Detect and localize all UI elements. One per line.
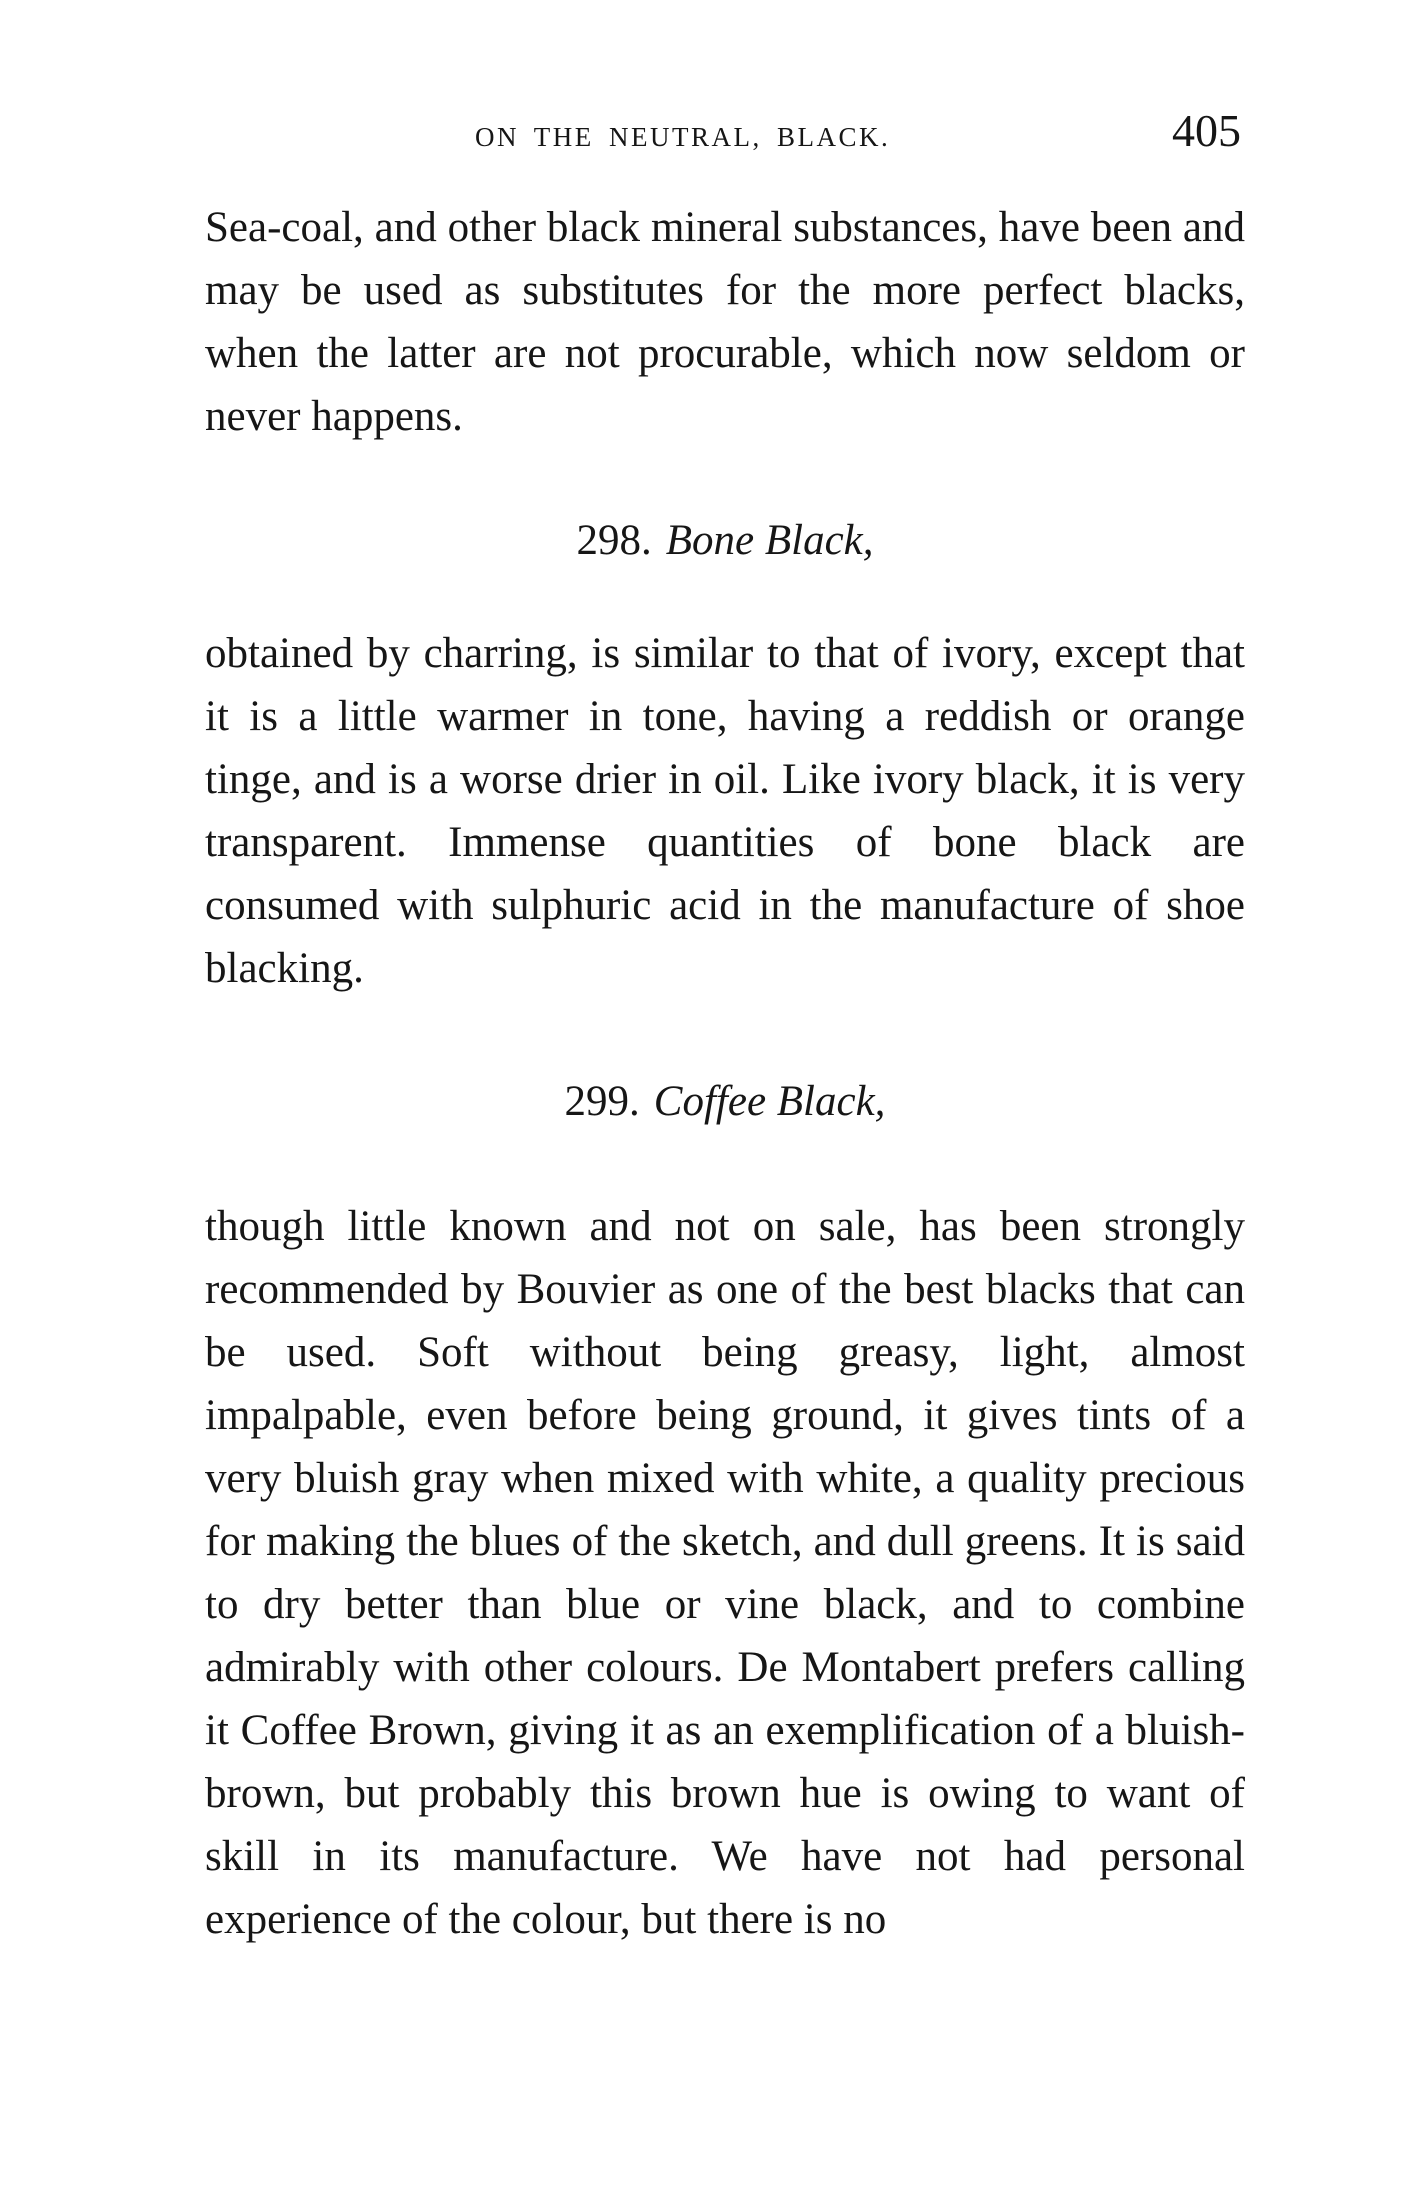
paragraph-coffee-black: though little known and not on sale, has been strongly recommended by Bouvier as one of the best blacks that can be used. Soft without being greasy, light, almost impalpable, even before being ground, it gives tints of a very bluish gray when mixed with white, a quality precious for making the blues of the sketch, and dull greens. It is said to dry better than blue or vine black, and to combine admirably with other colours. De Montabert prefers calling it Coffee Brown, giving it as an exemplification of a bluish-brown, but probably this brown hue is owing to want of skill in its manufacture. We have not had personal experience of the colour, but there is no [205,1203,1245,1943]
page-number: 405 [1172,105,1241,156]
section-heading-coffee-black [205,1070,1245,1133]
running-head [205,104,1245,164]
section-number: 298. [576,517,652,564]
page-body [205,196,1245,1951]
paragraph-sea-coal: Sea-coal, and other black mineral substances, have been and may be used as substitutes for the more perfect blacks, when the latter are not procurable, which now seldom or never happens. [205,204,1245,440]
running-title: ON THE NEUTRAL, BLACK. [475,122,891,152]
section-name: Coffee Black, [653,1078,886,1125]
section-heading-bone-black [205,509,1245,572]
paragraph-bone-black: obtained by charring, is similar to that of ivory, except that it is a little warmer in tone, having a reddish or orange tinge, and is a worse drier in oil. Like ivory black, it is very transparent. Immense quantities of bone black are consumed with sulphuric acid in the manufacture of shoe blacking. [205,630,1245,992]
section-name: Bone Black, [665,517,874,564]
section-number: 299. [564,1078,640,1125]
